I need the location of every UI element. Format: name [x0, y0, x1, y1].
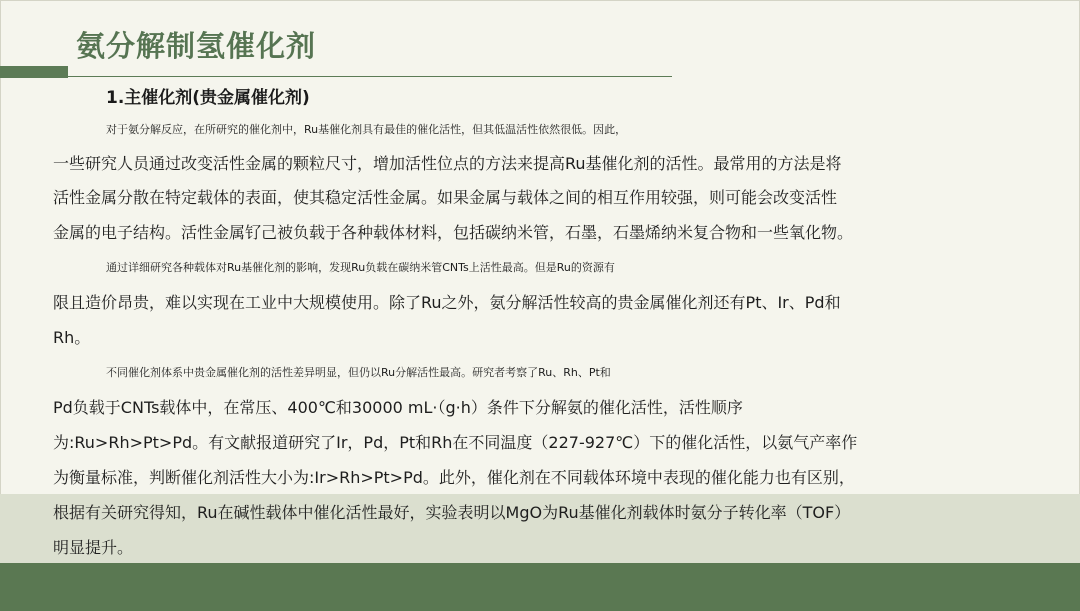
- paragraph-3-line-1: 不同催化剂体系中贵金属催化剂的活性差异明显，但仍以Ru分解活性最高。研究者考察了Ru、Rh、Pt和: [106, 366, 611, 379]
- paragraph-1-line-4: 金属的电子结构。活性金属钌己被负载于各种载体材料，包括碳纳米管，石墨，石墨烯纳米复合物和一些氧化物。: [53, 223, 854, 242]
- paragraph-3-line-3: 为:Ru>Rh>Pt>Pd。有文献报道研究了Ir，Pd，Pt和Rh在不同温度（227-927℃）下的催化活性，以氨气产率作: [53, 433, 858, 452]
- slide-title: 氨分解制氢催化剂: [76, 29, 317, 63]
- paragraph-1-line-3: 活性金属分散在特定载体的表面，使其稳定活性金属。如果金属与载体之间的相互作用较强，则可能会改变活性: [53, 188, 838, 207]
- paragraph-2-line-2: 限且造价昂贵，难以实现在工业中大规模使用。除了Ru之外，氨分解活性较高的贵金属催化剂还有Pt、Ir、Pd和: [53, 293, 841, 312]
- paragraph-3-line-2: Pd负载于CNTs载体中，在常压、400℃和30000 mL·（g·h）条件下分解氨的催化活性，活性顺序: [53, 398, 743, 417]
- paragraph-1-line-2: 一些研究人员通过改变活性金属的颗粒尺寸，增加活性位点的方法来提高Ru基催化剂的活性。最常用的方法是将: [53, 154, 842, 173]
- paragraph-3-line-5: 根据有关研究得知，Ru在碱性载体中催化活性最好，实验表明以MgO为Ru基催化剂载体时氨分子转化率（TOF）: [53, 503, 851, 522]
- paragraph-2-line-1: 通过详细研究各种载体对Ru基催化剂的影响，发现Ru负载在碳纳米管CNTs上活性最高。但是Ru的资源有: [106, 261, 615, 274]
- paragraph-2-line-3: Rh。: [53, 328, 91, 347]
- paragraph-3-line-4: 为衡量标准，判断催化剂活性大小为:Ir>Rh>Pt>Pd。此外，催化剂在不同载体环境中表现的催化能力也有区别，: [53, 468, 855, 487]
- section-heading: 1.主催化剂(贵金属催化剂): [106, 88, 310, 108]
- paragraph-3-line-6: 明显提升。: [53, 538, 134, 557]
- paragraph-1-line-1: 对于氨分解反应，在所研究的催化剂中，Ru基催化剂具有最佳的催化活性，但其低温活性依然很低。因此，: [106, 123, 627, 136]
- title-rule: [68, 76, 672, 77]
- title-underline: [0, 66, 672, 78]
- title-accent-block: [0, 66, 68, 78]
- footer-band-dark: [0, 563, 1080, 611]
